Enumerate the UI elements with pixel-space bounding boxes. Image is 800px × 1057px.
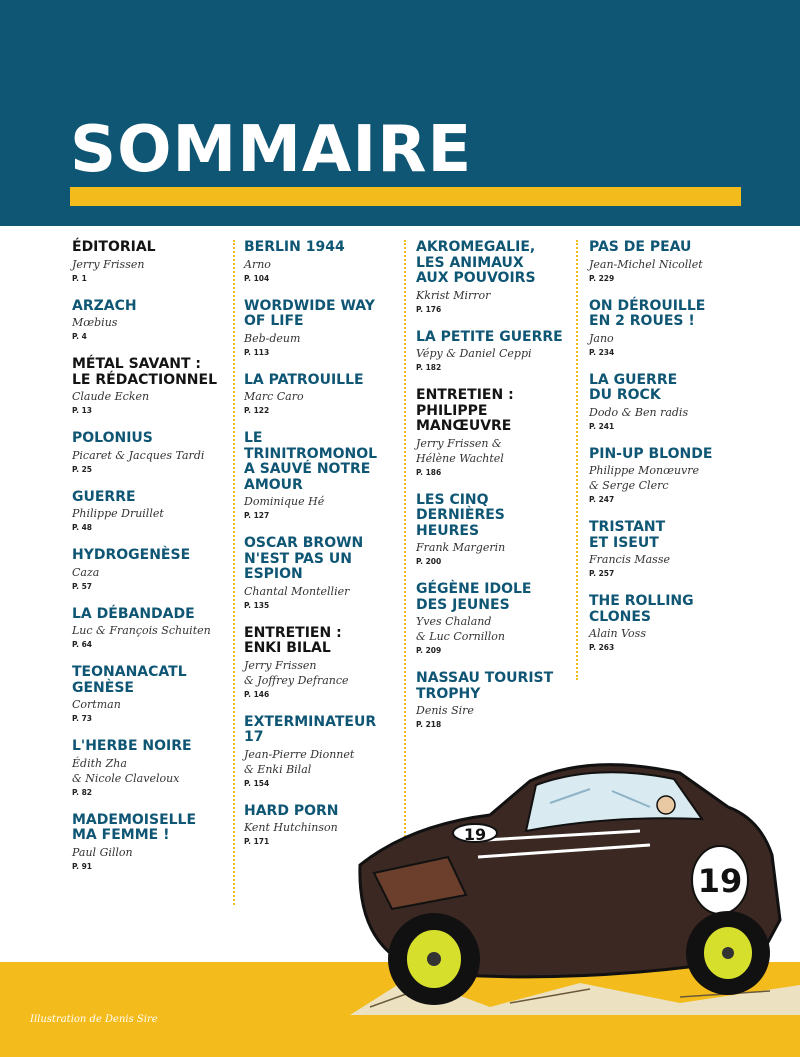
entry-page-number: P. 82 — [72, 787, 93, 797]
entry-author: Paul Gillon — [72, 845, 133, 859]
entry-author: Kkrist Mirror — [416, 288, 491, 302]
entry-author: Jano — [589, 331, 614, 345]
toc-entry[interactable] — [72, 813, 222, 873]
entry-author: Picaret & Jacques Tardi — [72, 448, 205, 462]
entry-author: Chantal Montellier — [244, 584, 350, 598]
entry-page-number: P. 229 — [589, 273, 615, 283]
entry-title: GUERRE — [72, 488, 136, 505]
entry-page-number: P. 57 — [72, 581, 93, 591]
entry-author: Mœbius — [72, 316, 118, 329]
entry-author: Vépy & Daniel Ceppi — [416, 347, 532, 360]
entry-title: PAS DE PEAU — [589, 239, 692, 255]
toc-entry[interactable] — [416, 240, 566, 316]
entry-page-number: P. 122 — [244, 406, 270, 415]
entry-author: Caza — [72, 565, 100, 579]
toc-entry[interactable] — [416, 493, 566, 569]
entry-author: Jerry Frissen & Hélène Wachtel — [416, 436, 504, 465]
entry-title: ÉDITORIAL — [72, 239, 156, 255]
entry-title: LES CINQ DERNIÈRES HEURES — [416, 491, 505, 539]
entry-page-number: P. 113 — [244, 347, 270, 357]
entry-page-number: P. 73 — [72, 714, 93, 723]
toc-entry[interactable] — [416, 330, 566, 375]
toc-entry[interactable] — [416, 388, 566, 479]
car-number-hood: 19 — [463, 825, 487, 844]
entry-page-number: P. 218 — [416, 720, 442, 729]
entry-author: Luc & François Schuiten — [72, 624, 211, 637]
column-divider — [576, 240, 578, 680]
entry-author: Arno — [244, 257, 271, 271]
entry-page-number: P. 247 — [589, 495, 615, 504]
entry-title: LA DÉBANDADE — [72, 605, 195, 622]
entry-author: Philippe Monœuvre & Serge Clerc — [589, 464, 700, 492]
entry-title: LE TRINITROMONOL A SAUVÉ NOTRE AMOUR — [244, 430, 378, 493]
toc-entry[interactable] — [72, 240, 222, 285]
entry-page-number: P. 127 — [244, 511, 270, 520]
entry-title: LA PETITE GUERRE — [416, 328, 563, 345]
entry-page-number: P. 200 — [416, 557, 442, 566]
entry-title: MÉTAL SAVANT : LE RÉDACTIONNEL — [72, 356, 218, 388]
entry-author: Claude Ecken — [72, 390, 150, 403]
entry-title: HARD PORN — [244, 802, 339, 819]
entry-title: BERLIN 1944 — [244, 239, 345, 255]
entry-title: GÉGÈNE IDOLE DES JEUNES — [416, 581, 532, 613]
entry-author: Cortman — [72, 698, 121, 711]
entry-page-number: P. 154 — [244, 778, 270, 788]
toc-entry[interactable] — [589, 373, 739, 433]
toc-entry[interactable] — [72, 739, 222, 799]
race-car-illustration — [350, 745, 800, 1015]
toc-entry[interactable] — [72, 299, 222, 344]
entry-title: MADEMOISELLE MA FEMME ! — [72, 811, 197, 843]
toc-entry[interactable] — [72, 357, 222, 417]
page-title: SOMMAIRE — [70, 113, 473, 187]
column-divider — [233, 240, 235, 905]
entry-author: Francis Masse — [589, 553, 670, 566]
rear-wheel — [686, 911, 770, 995]
entry-title: TRISTANT ET ISEUT — [589, 519, 666, 551]
entry-author: Jean-Pierre Dionnet & Enki Bilal — [244, 747, 355, 776]
entry-title: LA PATROUILLE — [244, 371, 364, 388]
toc-entry[interactable] — [72, 431, 222, 476]
entry-page-number: P. 257 — [589, 569, 615, 578]
entry-title: EXTERMINATEUR 17 — [244, 713, 377, 745]
entry-author: Jerry Frissen — [72, 257, 145, 271]
entry-title: THE ROLLING CLONES — [589, 593, 694, 625]
toc-entry[interactable] — [589, 240, 739, 285]
entry-title: WORDWIDE WAY OF LIFE — [244, 297, 375, 329]
toc-entry[interactable] — [589, 447, 739, 507]
entry-author: Marc Caro — [244, 390, 304, 403]
toc-entry[interactable] — [244, 373, 394, 418]
title-underline-bar — [70, 187, 741, 206]
entry-author: Jean-Michel Nicollet — [589, 257, 703, 271]
entry-title: NASSAU TOURIST TROPHY — [416, 670, 554, 702]
toc-entry[interactable] — [589, 594, 739, 654]
entry-author: Beb-deum — [244, 331, 301, 345]
entry-author: Denis Sire — [416, 704, 474, 717]
entry-page-number: P. 171 — [244, 837, 270, 846]
entry-title: HYDROGENÈSE — [72, 547, 191, 563]
toc-entry[interactable] — [244, 431, 394, 522]
toc-entry[interactable] — [416, 582, 566, 657]
toc-entry[interactable] — [72, 490, 222, 535]
entry-author: Yves Chaland & Luc Cornillon — [416, 615, 505, 643]
toc-entry[interactable] — [72, 665, 222, 725]
entry-title: ON DÉROUILLE EN 2 ROUES ! — [589, 297, 706, 329]
entry-page-number: P. 104 — [244, 273, 270, 283]
toc-entry[interactable] — [72, 607, 222, 652]
entry-title: TEONANACATL GENÈSE — [72, 664, 187, 696]
entry-author: Jerry Frissen & Joffrey Defrance — [244, 658, 349, 687]
entry-page-number: P. 182 — [416, 363, 442, 372]
entry-page-number: P. 186 — [416, 467, 442, 477]
toc-entry[interactable] — [72, 548, 222, 593]
toc-column-4 — [589, 240, 739, 668]
entry-page-number: P. 1 — [72, 273, 87, 283]
entry-page-number: P. 209 — [416, 646, 442, 655]
toc-entry[interactable] — [416, 671, 566, 731]
front-wheel — [388, 913, 480, 1005]
entry-author: Alain Voss — [589, 627, 646, 640]
entry-page-number: P. 146 — [244, 689, 270, 699]
entry-page-number: P. 91 — [72, 861, 93, 871]
entry-author: Kent Hutchinson — [244, 821, 338, 834]
entry-page-number: P. 4 — [72, 332, 87, 341]
entry-page-number: P. 135 — [244, 600, 270, 610]
entry-page-number: P. 234 — [589, 347, 615, 357]
entry-title: OSCAR BROWN N'EST PAS UN ESPION — [244, 535, 364, 582]
toc-entry[interactable] — [244, 536, 394, 612]
toc-column-3 — [416, 240, 566, 745]
entry-author: Édith Zha & Nicole Claveloux — [72, 756, 180, 785]
toc-entry[interactable] — [244, 240, 394, 285]
entry-author: Dodo & Ben radis — [589, 405, 689, 419]
entry-page-number: P. 241 — [589, 421, 615, 431]
toc-entry[interactable] — [244, 626, 394, 701]
illustration-credit: Illustration de Denis Sire — [30, 1014, 158, 1025]
entry-page-number: P. 48 — [72, 523, 93, 532]
toc-entry[interactable] — [244, 299, 394, 359]
entry-title: LA GUERRE DU ROCK — [589, 371, 678, 403]
entry-page-number: P. 25 — [72, 464, 93, 474]
toc-entry[interactable] — [589, 299, 739, 359]
entry-author: Frank Margerin — [416, 541, 506, 554]
car-number: 19 — [697, 862, 743, 900]
entry-author: Philippe Druillet — [72, 507, 164, 520]
entry-title: ENTRETIEN : PHILIPPE MANŒUVRE — [416, 387, 514, 434]
entry-page-number: P. 263 — [589, 643, 615, 652]
entry-title: PIN-UP BLONDE — [589, 445, 713, 462]
entry-author: Dominique Hé — [244, 495, 325, 508]
entry-page-number: P. 64 — [72, 640, 93, 649]
entry-page-number: P. 176 — [416, 304, 442, 314]
entry-title: POLONIUS — [72, 430, 153, 446]
entry-title: AKROMEGALIE, LES ANIMAUX AUX POUVOIRS — [416, 239, 536, 286]
entry-title: ARZACH — [72, 297, 137, 314]
toc-entry[interactable] — [589, 520, 739, 580]
entry-page-number: P. 13 — [72, 406, 93, 415]
toc-column-1 — [72, 240, 222, 887]
entry-title: L'HERBE NOIRE — [72, 738, 192, 754]
entry-title: ENTRETIEN : ENKI BILAL — [244, 624, 342, 656]
